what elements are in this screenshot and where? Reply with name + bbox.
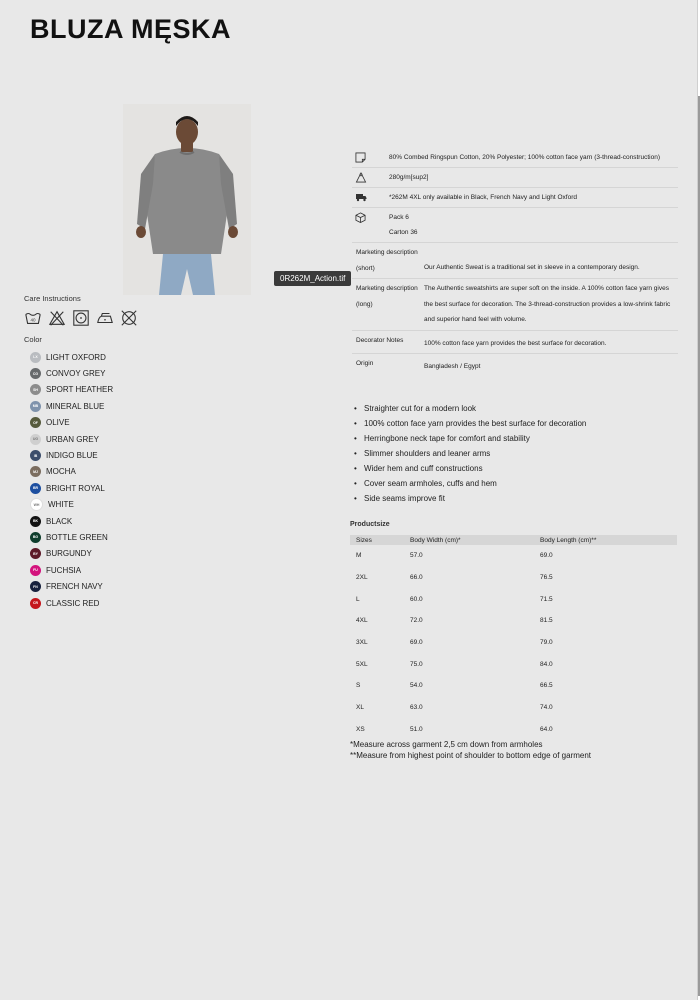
table-cell: 57.0	[410, 552, 423, 560]
packaging-text: Pack 6 Carton 36	[389, 214, 418, 236]
table-row	[350, 675, 677, 697]
table-cell: 66.0	[410, 574, 423, 582]
table-cell: 5XL	[356, 660, 368, 668]
color-name: WHITE	[48, 500, 74, 510]
note-width: *Measure across garment 2,5 cm down from armholes	[350, 740, 543, 749]
color-swatch: IB	[30, 450, 41, 461]
color-swatch: BG	[30, 532, 41, 543]
color-item	[30, 578, 113, 594]
table-cell: S	[356, 682, 361, 690]
color-name: MOCHA	[46, 467, 76, 477]
table-row	[350, 545, 677, 567]
table-cell: 64.0	[540, 725, 553, 733]
color-swatch: WH	[30, 498, 43, 511]
table-row	[350, 567, 677, 589]
color-item	[30, 398, 113, 414]
list-item: • Herringbone neck tape for comfort and stability	[354, 431, 586, 446]
do-not-bleach-icon	[48, 309, 66, 327]
color-name: BLACK	[46, 516, 73, 526]
color-swatch: FU	[30, 565, 41, 576]
table-row	[350, 610, 677, 632]
color-name: FRENCH NAVY	[46, 582, 103, 592]
color-swatch: MJ	[30, 466, 41, 477]
color-name: URBAN GREY	[46, 434, 99, 444]
column-header: Sizes	[350, 535, 404, 545]
attr-row-decorator-notes	[352, 331, 678, 355]
table-cell: 69.0	[540, 552, 553, 560]
attr-row-marketing-long	[352, 279, 678, 331]
table-cell: 60.0	[410, 595, 423, 603]
composition-text: 80% Combed Ringspun Cotton, 20% Polyester; 100% cotton face yarn (3-thread-construction)	[389, 154, 660, 161]
color-item	[30, 415, 113, 431]
column-header: Body Length (cm)**	[534, 535, 677, 545]
productsize-table	[350, 535, 677, 740]
attr-key: Origin	[356, 360, 374, 367]
table-cell: 2XL	[356, 574, 368, 582]
color-name: CONVOY GREY	[46, 369, 106, 379]
color-item	[30, 529, 113, 545]
color-item	[30, 365, 113, 381]
color-name: SPORT HEATHER	[46, 385, 114, 395]
color-name: BRIGHT ROYAL	[46, 483, 105, 493]
table-cell: XL	[356, 704, 364, 712]
fabric-tag-icon	[352, 150, 389, 163]
color-swatch: BR	[30, 483, 41, 494]
table-cell: XS	[356, 725, 365, 733]
product-photo	[123, 104, 251, 295]
color-item	[30, 546, 113, 562]
color-swatch: CG	[30, 368, 41, 379]
table-cell: 54.0	[410, 682, 423, 690]
list-item: • Cover seam armholes, cuffs and hem	[354, 476, 586, 491]
table-cell: 51.0	[410, 725, 423, 733]
table-header-row	[350, 535, 677, 545]
color-swatch: CR	[30, 598, 41, 609]
box-icon	[352, 210, 389, 223]
availability-text: *262M 4XL only available in Black, French Navy and Light Oxford	[389, 194, 577, 201]
feature-list	[354, 401, 586, 506]
table-cell: 71.5	[540, 595, 553, 603]
color-swatch: FN	[30, 581, 41, 592]
color-item	[30, 595, 113, 611]
table-cell: 76.5	[540, 574, 553, 582]
color-name: MINERAL BLUE	[46, 401, 105, 411]
spec-row-packaging	[352, 208, 678, 243]
table-cell: 75.0	[410, 660, 423, 668]
page-title: BLUZA MĘSKA	[30, 14, 231, 44]
spec-table	[352, 148, 678, 377]
color-item	[30, 349, 113, 365]
color-swatch: BK	[30, 516, 41, 527]
do-not-dry-clean-icon	[120, 309, 138, 327]
table-cell: 81.5	[540, 617, 553, 625]
color-item	[30, 464, 113, 480]
color-swatch: LX	[30, 352, 41, 363]
table-row	[350, 632, 677, 654]
table-row	[350, 719, 677, 741]
color-name: BURGUNDY	[46, 549, 92, 559]
attr-value: Our Authentic Sweat is a traditional set in sleeve in a contemporary design.	[424, 264, 640, 271]
color-name: OLIVE	[46, 418, 70, 428]
care-instructions-title: Care Instructions	[24, 294, 81, 303]
color-name: FUCHSIA	[46, 565, 82, 575]
spec-row-availability	[352, 188, 678, 208]
attr-key: Marketing description (long)	[356, 285, 418, 308]
color-item	[30, 497, 113, 513]
table-cell: 72.0	[410, 617, 423, 625]
table-cell: M	[356, 552, 362, 560]
weight-text: 280g/m[sup2]	[389, 174, 429, 181]
care-icons-row	[24, 309, 138, 327]
color-swatch: OF	[30, 417, 41, 428]
color-swatch: BY	[30, 548, 41, 559]
table-row	[350, 697, 677, 719]
list-item: • Straighter cut for a modern look	[354, 401, 586, 416]
attr-value: The Authentic sweatshirts are super soft on the inside. A 100% cotton face yarn gives the best surface for decoration. The 3-thread-construction provides a low-shrink fabric and superior hand feel with volume.	[424, 285, 671, 323]
attr-value: 100% cotton face yarn provides the best surface for decoration.	[424, 339, 607, 347]
weight-icon	[352, 170, 389, 183]
list-item: • Slimmer shoulders and leaner arms	[354, 446, 586, 461]
truck-icon	[352, 190, 389, 202]
attr-key: Marketing description (short)	[356, 249, 418, 272]
table-cell: 4XL	[356, 617, 368, 625]
color-name: LIGHT OXFORD	[46, 352, 106, 362]
image-filename-label: 0R262M_Action.tif	[274, 271, 351, 286]
color-item	[30, 480, 113, 496]
attr-value: Bangladesh / Egypt	[424, 363, 481, 370]
list-item: • Wider hem and cuff constructions	[354, 461, 586, 476]
table-cell: 69.0	[410, 639, 423, 647]
color-item	[30, 562, 113, 578]
table-cell: L	[356, 595, 360, 603]
productsize-title: Productsize	[350, 521, 390, 528]
table-cell: 79.0	[540, 639, 553, 647]
table-cell: 74.0	[540, 704, 553, 712]
tumble-dry-icon	[72, 309, 90, 327]
attr-row-origin	[352, 354, 678, 377]
color-item	[30, 431, 113, 447]
color-title: Color	[24, 335, 42, 344]
color-list	[30, 349, 113, 611]
spec-row-composition	[352, 148, 678, 168]
color-swatch: SH	[30, 384, 41, 395]
column-header: Body Width (cm)*	[404, 535, 534, 545]
attr-row-marketing-short	[352, 243, 678, 279]
table-cell: 63.0	[410, 704, 423, 712]
color-swatch: MB	[30, 401, 41, 412]
table-row	[350, 588, 677, 610]
table-cell: 84.0	[540, 660, 553, 668]
note-length: **Measure from highest point of shoulder to bottom edge of garment	[350, 750, 592, 760]
color-item	[30, 382, 113, 398]
color-swatch: UG	[30, 434, 41, 445]
table-row	[350, 653, 677, 675]
list-item: • 100% cotton face yarn provides the best surface for decoration	[354, 416, 586, 431]
table-cell: 66.5	[540, 682, 553, 690]
list-item: • Side seams improve fit	[354, 491, 586, 506]
color-name: CLASSIC RED	[46, 598, 100, 608]
color-name: INDIGO BLUE	[46, 451, 98, 461]
measurement-notes	[350, 740, 591, 761]
iron-icon	[96, 309, 114, 327]
attr-key: Decorator Notes	[356, 336, 404, 344]
spec-row-weight	[352, 168, 678, 188]
color-name: BOTTLE GREEN	[46, 532, 108, 542]
wash-40-icon	[24, 309, 42, 327]
color-item	[30, 447, 113, 463]
table-cell: 3XL	[356, 639, 368, 647]
color-item	[30, 513, 113, 529]
svg-text:40: 40	[30, 317, 36, 323]
